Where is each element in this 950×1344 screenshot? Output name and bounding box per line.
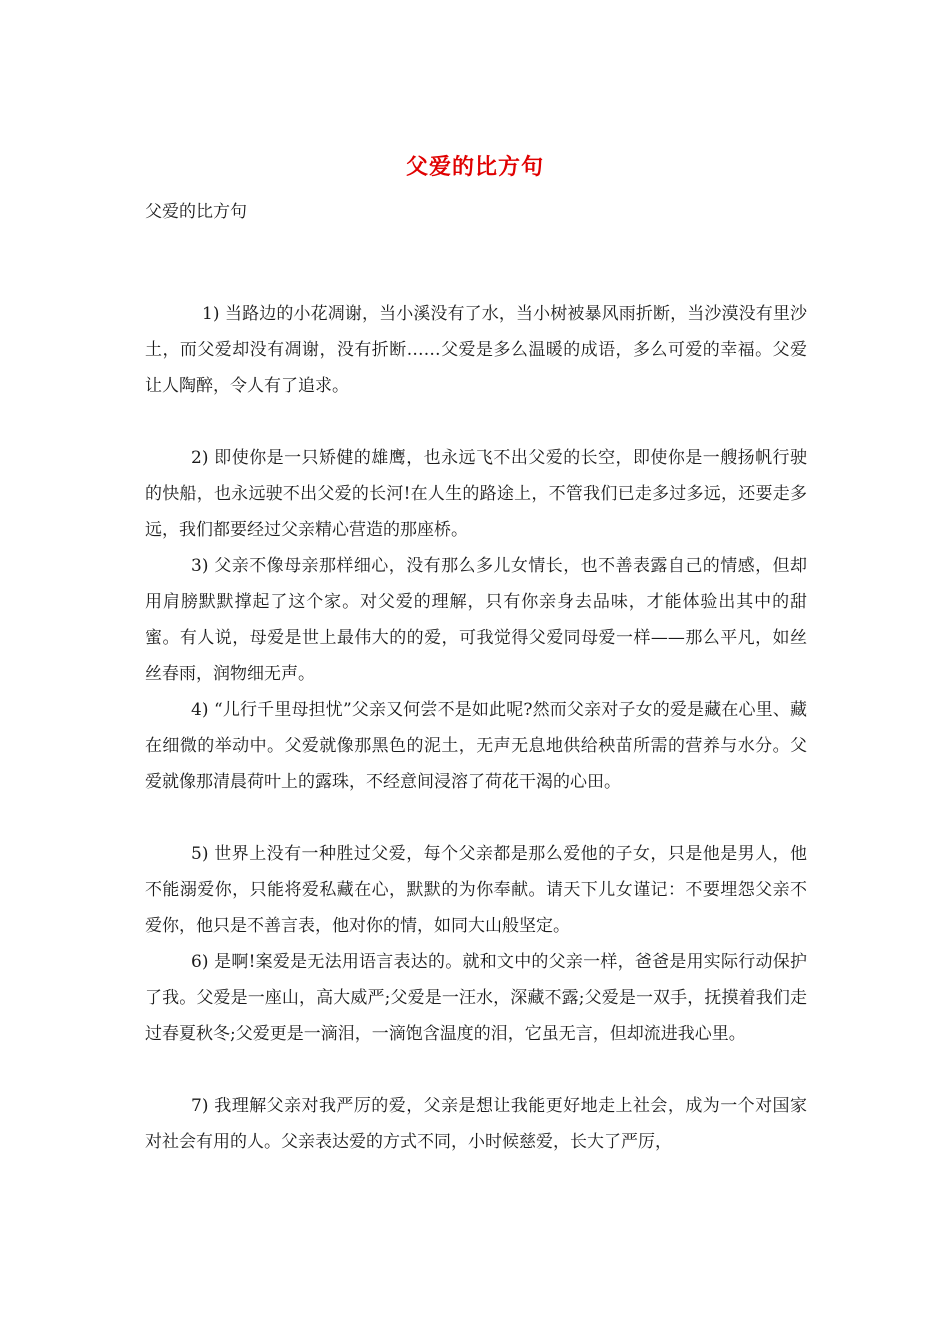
paragraph-3: 3) 父亲不像母亲那样细心，没有那么多儿女情长，也不善表露自己的情感，但却用肩膀默默撑起了这个家。对父爱的理解，只有你亲身去品味，才能体验出其中的甜蜜。有人说，母爱是世上最伟大的的爱，可我觉得父爱同母爱一样——那么平凡，如丝丝春雨，润物细无声。 [145, 556, 807, 684]
paragraph-5: 5) 世界上没有一种胜过父爱，每个父亲都是那么爱他的子女，只是他是男人，他不能溺爱你，只能将爱私藏在心，默默的为你奉献。请天下儿女谨记：不要埋怨父亲不爱你，他只是不善言表，他对你的情，如同大山般坚定。 [145, 844, 807, 936]
document-title: 父爱的比方句 [405, 154, 544, 180]
paragraph-2: 2) 即使你是一只矫健的雄鹰，也永远飞不出父爱的长空，即使你是一艘扬帆行驶的快船，也永远驶不出父爱的长河!在人生的路途上，不管我们已走多过多远，还要走多远，我们都要经过父亲精心营造的那座桥。 [145, 448, 807, 540]
paragraph-6: 6) 是啊!案爱是无法用语言表达的。就和文中的父亲一样，爸爸是用实际行动保护了我。父爱是一座山，高大威严;父爱是一汪水，深藏不露;父爱是一双手，抚摸着我们走过春夏秋冬;父爱更是一滴泪，一滴饱含温度的泪，它虽无言，但却流进我心里。 [145, 952, 807, 1044]
paragraph-1: 1) 当路边的小花凋谢，当小溪没有了水，当小树被暴风雨折断，当沙漠没有里沙土，而父爱却没有凋谢，没有折断……父爱是多么温暖的成语，多么可爱的幸福。父爱让人陶醉，令人有了追求。 [145, 304, 807, 396]
document-subtitle: 父爱的比方句 [145, 202, 247, 222]
paragraph-4: 4) “儿行千里母担忧”父亲又何尝不是如此呢?然而父亲对子女的爱是藏在心里、藏在细微的举动中。父爱就像那黑色的泥土，无声无息地供给秧苗所需的营养与水分。父爱就像那清晨荷叶上的露珠，不经意间浸溶了荷花干渴的心田。 [145, 700, 807, 792]
paragraph-7: 7) 我理解父亲对我严厉的爱，父亲是想让我能更好地走上社会，成为一个对国家对社会有用的人。父亲表达爱的方式不同，小时候慈爱，长大了严厉， [145, 1096, 807, 1152]
